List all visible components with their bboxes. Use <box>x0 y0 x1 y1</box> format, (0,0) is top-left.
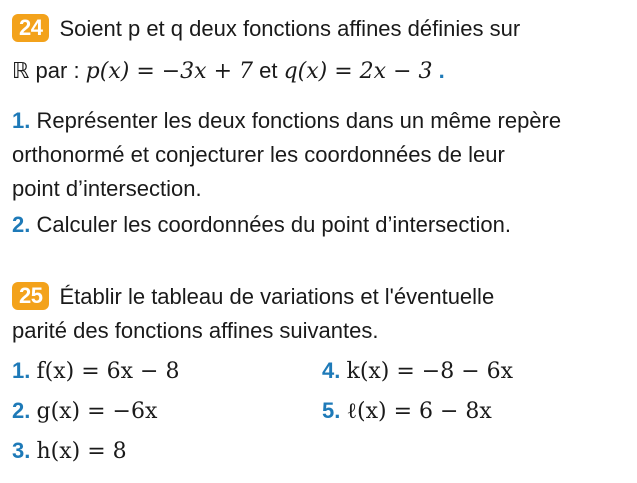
ex25-item-number: 5. <box>322 398 341 423</box>
ex25-item-expression: ℓ(x) = 6 − 8x <box>346 399 492 424</box>
ex25-item-1 <box>12 356 179 387</box>
ex24-q1-text3: point d’intersection. <box>12 176 202 201</box>
ex25-item-2 <box>12 396 157 427</box>
ex24-intro-text1: Soient p et q deux fonctions affines définies sur <box>59 16 521 41</box>
ex25-item-3 <box>12 436 127 467</box>
ex25-item-number: 4. <box>322 358 341 383</box>
ex24-intro-line2 <box>12 56 445 87</box>
ex24-and-text: et <box>253 58 284 83</box>
ex24-q2-line <box>12 210 511 240</box>
ex24-q-expression: q(x) = 2x − 3 <box>283 59 433 84</box>
ex25-item-expression: g(x) = −6x <box>36 399 158 424</box>
ex25-item-number: 3. <box>12 438 31 463</box>
ex24-q1-text1: Représenter les deux fonctions dans un même repère <box>30 108 562 133</box>
ex25-item-number: 2. <box>12 398 31 423</box>
ex25-item-5 <box>322 396 492 427</box>
ex24-badge: 24 <box>12 14 49 42</box>
ex25-item-expression: h(x) = 8 <box>36 439 127 464</box>
ex24-end-dot: . <box>432 58 445 83</box>
ex25-item-expression: k(x) = −8 − 6x <box>346 359 514 384</box>
ex24-q1-line3 <box>12 174 202 204</box>
ex25-badge: 25 <box>12 282 49 310</box>
ex25-intro-line2 <box>12 316 378 346</box>
ex25-item-4 <box>322 356 513 387</box>
ex25-item-number: 1. <box>12 358 31 383</box>
ex24-intro-line1 <box>12 14 520 44</box>
ex24-q2-text: Calculer les coordonnées du point d’intersection. <box>30 212 511 237</box>
ex25-intro-text2: parité des fonctions affines suivantes. <box>12 318 379 343</box>
ex25-item-expression: f(x) = 6x − 8 <box>36 359 180 384</box>
ex25-intro-text1: Établir le tableau de variations et l'éventuelle <box>59 284 495 309</box>
ex24-q2-number: 2. <box>12 212 31 237</box>
ex24-intro-text2: ℝ par : <box>12 58 86 83</box>
ex24-q1-line1 <box>12 106 561 136</box>
ex24-p-expression: p(x) = −3x + 7 <box>85 59 254 84</box>
ex25-intro-line1 <box>12 282 494 312</box>
ex24-q1-number: 1. <box>12 108 31 133</box>
ex24-q1-text2: orthonormé et conjecturer les coordonnées de leur <box>12 142 505 167</box>
ex24-q1-line2 <box>12 140 505 170</box>
